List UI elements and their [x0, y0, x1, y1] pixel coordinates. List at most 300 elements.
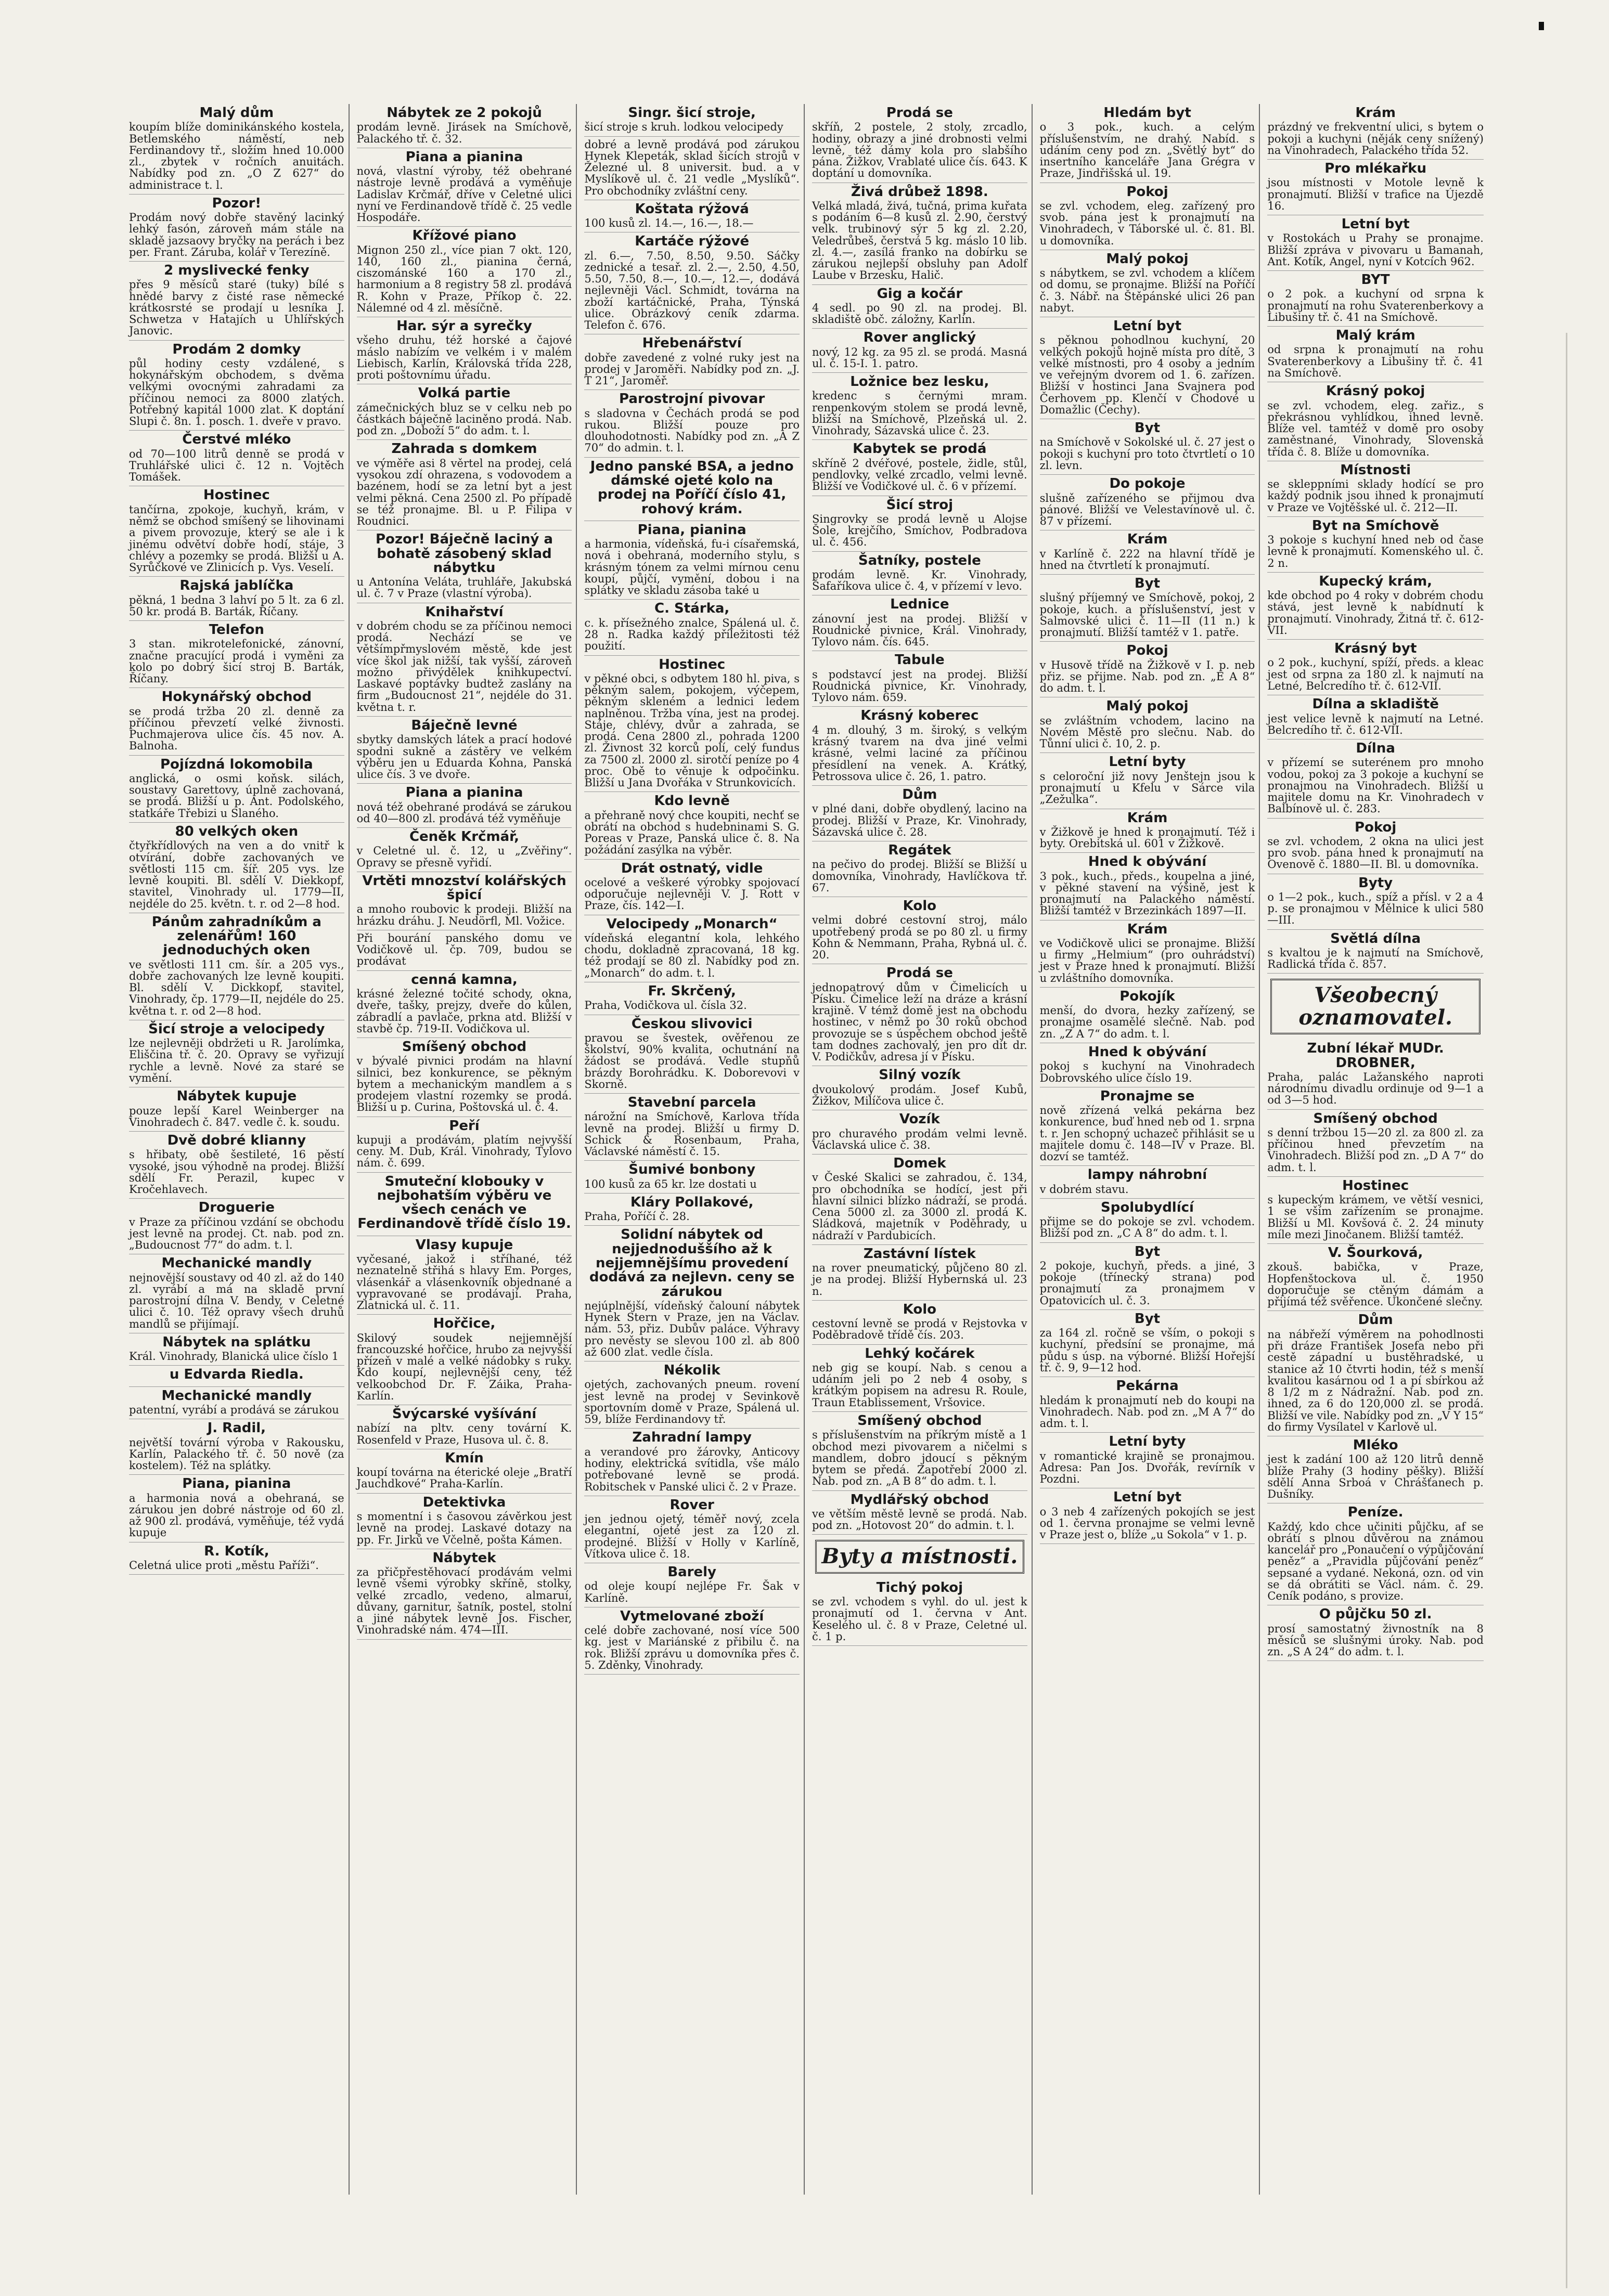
ad-body: o 3 neb 4 zařízených pokojích se jest od 1. června pronajme se velmi levně v Praze jest o, blíže „u Sokola“ v 1. p. [1039, 1505, 1255, 1541]
classified-ad [1267, 215, 1484, 271]
ad-heading: Pro mlékařku [1324, 161, 1427, 177]
ad-heading: Krám [1127, 531, 1168, 548]
ad-body: za 164 zl. ročně se vším, o pokoji s kuchyní, předsíní se pronajme, má půdu s úsp. na výborné. Bližší Hořejší tř. č. 9, 9—12 hod. [1039, 1327, 1255, 1374]
classified-ad [1267, 1605, 1484, 1661]
classified-ad [1040, 1043, 1255, 1087]
page-edge [1566, 333, 1567, 2288]
ad-heading: Vozík [899, 1111, 940, 1127]
classified-ad [812, 104, 1027, 183]
ad-heading: Prodá se [886, 965, 953, 981]
ad-heading: Mechanické mandly [161, 1387, 312, 1404]
ad-body: pokoj s kuchyní na Vinohradech Dobrovského ulice číslo 19. [1039, 1060, 1255, 1084]
ad-heading: Byt [1134, 1311, 1161, 1327]
ad-body: nejúplnější, vídeňský čalouní nábytek Hynek Stern v Praze, jen na Václav. nám. 53, přiz. Dubův paláce. Výhravy pro nevěsty se slevou 100 zl. ab 800 až 600 zlat. vedle čísla. [584, 1299, 800, 1358]
ad-body: se zvl. vchodem, eleg. zařiz., s překrásnou vyhlídkou, ihned levně. Blíže vel. tamtéž v domě pro osoby zaměstnané, Vinohrady, Slovenská třída č. 8. Blíže u domovníka. [1267, 399, 1484, 458]
ad-heading: Regátek [888, 842, 951, 859]
ad-body: s denní tržbou 15—20 zl. za 800 zl. za příčinou hned převzetím na Vinohradech. Bližší pod zn. „D A 7“ do adm. t. l. [1267, 1126, 1484, 1174]
ad-body: přijme se do pokoje se zvl. vchodem. Bližší pod zn. „C A 8“ do adm. t. l. [1039, 1215, 1255, 1240]
classified-ad [584, 137, 800, 200]
classified-ad [1267, 1244, 1484, 1311]
classified-ad [129, 1387, 344, 1420]
ad-heading: Jedno panské BSA, a jedno dámské ojeté kolo na prodej na Poříčí číslo 41, rohový krám. [590, 458, 794, 517]
classified-ad [129, 913, 344, 1020]
classified-ad [357, 828, 572, 872]
ad-heading: Pojízdná lokomobila [160, 756, 313, 772]
ad-heading: Rajská jablíčka [179, 578, 294, 594]
ad-body: menší, do dvora, hezky zařízený, se pronajme osamělé slečně. Nab. pod zn. „Z A 7“ do adm. t. l. [1039, 1004, 1255, 1040]
ad-heading: Dílna [1356, 741, 1395, 757]
ad-body: zámečnických bluz se v celku neb po částkách báječně laciněno prodá. Nab. pod zn. „Doboží 5“ do adm. t. l. [356, 401, 572, 437]
classified-ad [812, 1301, 1027, 1345]
ad-body: nová též obehrané prodává se zárukou od 40—800 zl. prodává též vyměňuje [356, 800, 572, 825]
classified-ad [1267, 517, 1484, 573]
ad-heading: Silný vozík [879, 1067, 961, 1083]
ad-body: Při bourání panského domu ve Vodičkově ul. čp. 709, budou se prodávat [356, 931, 572, 968]
classified-ad [1040, 1377, 1255, 1433]
ad-heading: Pozor! [212, 195, 262, 211]
classified-ad [812, 897, 1027, 964]
classified-ad [357, 1173, 572, 1236]
ad-body: nově zřízená velká pekárna bez konkurence, buď hned neb od 1. srpna t. r. Jen schopný uchazeč přihlásit se u majitele domu č. 148—IV v Praze. Bl. dozví se tamtéž. [1039, 1104, 1255, 1163]
classified-ad [1267, 160, 1484, 215]
classified-ad [129, 1020, 344, 1087]
ad-body: hledám k pronajmutí neb do koupi na Vinohradech. Nab. pod zn. „M A 7“ do adm. t. l. [1039, 1394, 1255, 1430]
classified-ad [584, 458, 800, 521]
ad-heading: Stavební parcela [627, 1095, 756, 1111]
ad-heading: Spolubydlící [1101, 1199, 1194, 1215]
classified-ad [584, 1015, 800, 1094]
ad-heading: Krásný byt [1334, 641, 1417, 657]
ad-body: s kvaltou je k najmutí na Smíchově, Radlická třída č. 857. [1267, 946, 1484, 971]
ad-body: u Antonína Veláta, truhláře, Jakubská ul. č. 7 v Praze (vlastní výroba). [356, 576, 572, 600]
classified-ad [129, 194, 344, 262]
classified-ad [812, 373, 1027, 440]
classified-ad [357, 1449, 572, 1494]
ad-body: v Žižkově je hned k pronajmutí. Též i byty. Orebitská ul. 601 v Žižkově. [1039, 825, 1255, 850]
ad-heading: Malý krám [1335, 328, 1415, 344]
ad-heading: Hokynářský obchod [161, 689, 312, 705]
classified-ad [129, 1419, 344, 1475]
ad-body: v Praze za příčinou vzdání se obchodu jest levně na prodej. Ct. nab. pod zn. „Budoucnost 77“ do adm. t. l. [129, 1215, 344, 1252]
ad-body: v Rostokách u Prahy se pronajme. Bližší zpráva v pivovaru u Bamanah, Ant. Kotík, Angel, nyní v Kotcích 962. [1267, 232, 1484, 268]
classified-ad [129, 104, 344, 194]
ad-body: se zvl. vchodem s vyhl. do ul. jest k pronajmutí od 1. června v Ant. Keselého ul. č. 8 v Praze, Celetné ul. č. 1 p. [812, 1595, 1027, 1643]
ad-body: skříně 2 dvéřové, postele, židle, stůl, pendlovky, velké zrcadlo, velmi levně. Bližší ve Vodičkové ul. č. 6 v přízemí. [812, 457, 1027, 493]
ad-heading: Detektivka [422, 1494, 506, 1510]
ad-heading: Tabule [895, 652, 945, 668]
classified-ad [584, 200, 800, 233]
ad-heading: Piana a pianina [405, 149, 523, 165]
classified-ad [357, 971, 572, 1038]
classified-ad [357, 440, 572, 530]
ad-body: se zvl. vchodem, eleg. zařízený pro svob. pána jest k pronajmutí na Vinohradech, v Táborské ul. č. 81. Bl. u domovníka. [1039, 199, 1255, 247]
ad-body: Celetná ulice proti „městu Paříži“. [129, 1559, 319, 1572]
ad-body: na Smíchově v Sokolské ul. č. 27 jest o pokoji s kuchyní pro toto čtvrtletí o 10 zl. levn. [1039, 436, 1255, 472]
ad-body: Velká mladá, živá, tučná, prima kuřata s podáním 6—8 kusů zl. 2.90, čerstvý velk. trubinový sýr 5 kg zl. 2.20, Veledrůbeš, čerstvá 5 kg. máslo 10 lib. zl. 4.—, zasílá franko na dobírku se zárukou nejlepší obsluhy pan Adolf Laube v Brzesku, Halič. [812, 199, 1027, 282]
ad-heading: Smíšený obchod [402, 1039, 527, 1055]
ad-body: s celoroční již novy Jenštejn jsou k pronajmutí u Kfelu v Sárce vila „Zežulka“. [1039, 770, 1255, 806]
ad-body: pro churavého prodám velmi levně. Václavská ulice č. 38. [812, 1127, 1027, 1151]
ad-heading: Kabytek se prodá [853, 441, 987, 457]
classified-ad [129, 486, 344, 577]
ad-heading: Českou slivovici [631, 1016, 753, 1032]
classified-ad [812, 440, 1027, 496]
ad-body: s momentní i s časovou závěrkou jest levně na prodej. Laskavé dotazy na pp. Fr. Jirků ve Včelně, pošta Kámen. [356, 1510, 572, 1546]
classified-ad [1267, 1436, 1484, 1503]
ad-body: v romantické krajině se pronajmou. Adresa: Pan Jos. Dvořák, revírník v Pozdni. [1039, 1449, 1255, 1486]
ad-body: se prodá tržba 20 zl. denně za příčinou převzetí velké živnosti. Puchmajerova ulice čís. 45 nov. A. Balnoha. [129, 705, 344, 753]
classified-ad [812, 496, 1027, 552]
classified-ad [129, 431, 344, 486]
classified-ad [129, 1254, 344, 1333]
ad-heading: Pánům zahradníkům a zelenářům! 160 jednoduchých oken [151, 914, 321, 958]
classified-ad [1267, 382, 1484, 461]
ad-body: dobré a levně prodává pod zárukou Hynek Klepeták, sklad šicích strojů v Železné ul. 8 universit. bud. a v Myslíkově ul. č. 21 vedle „Myslíků“. Pro obchodníky zvláštní ceny. [584, 138, 800, 197]
ad-body: ve větším městě levně se prodá. Nab. pod zn. „Hotovost 20“ do admin. t. l. [812, 1507, 1027, 1532]
classified-ad [129, 1087, 344, 1132]
ad-heading: Prodám 2 domky [172, 341, 301, 357]
ad-body: v Celetné ul. č. 12, u „Zvěřiny“. Opravy se přesně vyřidí. [356, 845, 572, 869]
classified-ad [129, 1333, 344, 1366]
ad-body: ve světlosti 111 cm. šír. a 205 vys., dobře zachovaných lze levně koupiti. Bl. sdělí V. Dickkopf, stavitel, Vinohrady, čp. 1779—II, nejdéle do 25. května t. r. od 2—8 hod. [129, 958, 344, 1017]
classified-ad [584, 1607, 800, 1675]
ad-body: kredenc s černými mram. renpenkovým stolem se prodá levně, bližší na Smíchově, Plzeňská ul. 2. Vinohrady, Sázavská ulice č. 23. [812, 390, 1027, 437]
classified-ad [357, 1038, 572, 1117]
classified-ad [129, 1542, 344, 1575]
ad-heading: Dům [902, 787, 937, 803]
ad-body: 2 pokoje, kuchyň, předs. a jiné, 3 pokoje (třínecký strana) pod pronajmutí za pronajmem v Opatovicích ul. č. 3. [1039, 1259, 1255, 1307]
ad-body: kupuji a prodávám, platím nejvyšší ceny. M. Dub, Král. Vinohrady, Tylovo nám. č. 699. [356, 1133, 572, 1170]
ad-heading: Švýcarské vyšívání [392, 1406, 537, 1422]
classified-ad [1267, 640, 1484, 695]
ad-heading: Kartáče rýžové [635, 234, 750, 250]
ad-heading: Fr. Skrčený, [648, 983, 736, 999]
ad-body: slušně zařízeného se přijmou dva pánové. Bližší ve Velestavínově ul. č. 87 v přízemí. [1039, 491, 1255, 528]
ad-heading: Hledám byt [1103, 105, 1191, 121]
ad-heading: Dům [1358, 1312, 1393, 1328]
ad-heading: Ložnice bez lesku, [850, 374, 989, 390]
classified-ad [584, 656, 800, 793]
ad-body: anglická, o osmi koňsk. silách, soustavy Garettovy, úplně zachovaná, se prodá. Bližší u p. Ant. Podolského, statkáře Třebizi u Slaného. [129, 772, 344, 820]
classified-ad [357, 1315, 572, 1405]
classified-ad [129, 756, 344, 823]
ad-heading: Kolo [903, 1301, 936, 1317]
ad-heading: O půjčku 50 zl. [1319, 1606, 1432, 1623]
classified-ad [1040, 753, 1255, 809]
classified-ad [1040, 575, 1255, 642]
classified-ad [129, 1199, 344, 1254]
ad-body: za přičpřestěhovací prodávám velmi levně všemi výrobky skříně, stolky, velké zrcadlo, vedeno, almaruí, důvany, garnitur, šatník, postel, stolní a jiné nábytek levně Jos. Fischer, Vinohradské nám. 474—III. [356, 1566, 572, 1637]
ad-heading: Pokojík [1119, 988, 1175, 1004]
ad-heading: Koštata rýžová [635, 201, 749, 217]
classified-ad [1267, 327, 1484, 382]
ad-body: pouze lepší Karel Weinberger na Vinohradech č. 847. vedle č. k. soudu. [129, 1104, 344, 1128]
ad-body: vyčesané, jakož i stříhané, též neznatelně střihá s hlavy Em. Porges, vlásenkář a vlásenkovník objednané a vypravované se prodávají. Praha, Zlatnická ul. č. 11. [356, 1253, 572, 1312]
ad-heading: Volká partie [418, 385, 511, 401]
ad-heading: Hostinec [203, 487, 270, 503]
ad-body: tančírna, zpokoje, kuchyň, krám, v němž se obchod smíšený se lihovinami a pivem provozuje, který se ale i k jinému odvětví dobře hodí, stáje, 3 chlévy a pozemky se prodá. Bližší u A. Syrůčkové ve Zlinicích p. Vys. Veselí. [129, 503, 344, 574]
ad-heading: Krásný pokoj [1325, 383, 1425, 399]
ad-heading: Čeněk Krčmář, [409, 829, 520, 845]
classified-ad [584, 1161, 800, 1194]
ad-heading: Hostinec [659, 656, 726, 672]
ad-heading: Pokoj [1355, 819, 1397, 835]
ad-heading: Piana, pianina [637, 522, 746, 538]
ad-body: sbytky damských látek a prací hodové spodni sukně a zástěry ve velkém výběru jen u Eduarda Kohna, Panská ulice čís. 3 ve dvoře. [356, 733, 572, 781]
ad-body: Mignon 250 zl., více pian 7 okt. 120, 140, 160 zl., pianina černá, ciszománské 160 a 170 zl., harmonium a 8 registry 58 zl. prodává R. Kohn v Praze, Příkop č. 22. Nálemné od 4 zl. měsíčně. [356, 243, 572, 314]
classified-ad [584, 232, 800, 334]
ad-heading: Pozor! Báječně laciný a bohatě zásobený sklad nábytku [375, 531, 553, 576]
classified-ad [357, 1117, 572, 1173]
ad-body: jsou místnosti v Motole levně k pronajmutí. Bližší v trafice na Újezdě 16. [1267, 176, 1484, 212]
ad-heading: Zahrada s domkem [391, 441, 537, 457]
ad-body: nový, 12 kg. za 95 zl. se prodá. Masná ul. č. 15-I. 1. patro. [812, 345, 1027, 370]
classified-ad [1040, 1243, 1255, 1310]
ad-heading: Vytmelované zboží [620, 1608, 764, 1624]
classified-ad [1040, 1433, 1255, 1488]
classified-ad [1040, 1488, 1255, 1544]
classified-ad [1040, 1310, 1255, 1377]
classified-ad [584, 1094, 800, 1161]
ad-heading: cenná kamna, [411, 971, 518, 988]
ad-heading: Čerstvé mléko [182, 432, 291, 448]
ad-body: Král. Vinohrady, Blanická ulice číslo 1 [129, 1350, 339, 1363]
ad-body: prosí samostatný živnostník na 8 měsíců se slušnými úroky. Nab. pod zn. „S A 24“ do adm. t. l. [1267, 1622, 1484, 1658]
ad-heading: Byt na Smíchově [1311, 517, 1439, 534]
ad-body: se zvl. vchodem, 2 okna na ulici jest pro svob. pána hned k pronajmutí na Ovenově č. 1880—II. Bl. u domovníka. [1267, 835, 1484, 871]
ad-heading: Letní byt [1113, 318, 1182, 334]
ad-heading: Krám [1127, 921, 1168, 937]
ad-body: s sladovna v Čechách prodá se pod rukou. Bližší pouze pro dlouhodotnosti. Nabídky pod zn. „A Z 70“ do admin. t. l. [584, 407, 800, 455]
ad-heading: Krám [1127, 810, 1168, 826]
ad-heading: Kolo [903, 898, 936, 914]
classified-ad [584, 1429, 800, 1496]
ad-heading: Gig a kočár [877, 286, 963, 302]
ad-body: s příslušenstvím na příkrým místě a 1 obchod mezi pivovarem a ničelmi s mandlem, dobro jdoucí s pěkným bytem se předá. Zapotřebí 2000 zl. Nab. pod zn. „A B 8“ do adm. t. l. [812, 1429, 1027, 1488]
ad-heading: Byt [1134, 1243, 1161, 1260]
ad-heading: Nábytek na splátku [162, 1334, 311, 1350]
ad-body: ve výměře asi 8 věrtel na prodej, celá vysokou zdí ohrazena, s vodovodem a bazénem, hodí se za letní byt a jest velmi pěkná. Cena 2500 zl. Po případě se též pronajme. Bl. u P. Filipa v Roudnici. [356, 457, 572, 528]
ad-body: půl hodiny cesty vzdálené, s hokynářským obchodem, s dvěma velkými ovocnými zahradami za příčinou nemoci za 8000 zlatých. Potřebný kapitál 1000 zlat. K doptání Slupi č. 8n. 1. posch. 1. dveře v pravo. [129, 357, 344, 428]
ad-heading: Tichý pokoj [876, 1579, 963, 1595]
classified-ad [357, 530, 572, 603]
ad-heading: Malý pokoj [1106, 698, 1189, 715]
ad-body: s kupeckým krámem, ve větší vesnici, 1 se vším zařízením se pronajme. Bližší u Ml. Kovšová č. 2. 24 minuty míle mezi Jinočanem. Bližší tamtéž. [1267, 1194, 1484, 1241]
ad-body: 100 kusů zl. 14.—, 16.—, 18.— [584, 217, 754, 230]
ad-body: Praha, Vodičkova ul. čísla 32. [584, 999, 747, 1012]
ad-body: na nábřeží výměrem na pohodlnosti při dráze František Josefa nebo při cestě západní u bustěhradské, u stanice až 10 čtvrti hodin, též s menší kvalitou kasárnou od 1 a pí sbírkou až 8 1/2 m z Nádražní. Nab. pod zn. ihned, za 6 do 120,000 zl. se prodá. Bližší ve vile. Nabídky pod zn. „V Y 15“ do firmy Vysílatel v Karlově ul. [1267, 1328, 1484, 1433]
ad-body: lze nejlevněji obdržeti u R. Jarolímka, Eliščina tř. č. 20. Opravy se vyřizují rychle a levně. Nové za staré se vymění. [129, 1037, 344, 1084]
ad-body: v plné dani, dobře obydlený, lacino na prodej. Bližší v Praze, Kr. Vinohrady, Sázavská ulice č. 28. [812, 802, 1027, 838]
ad-body: prodám levně. Kr. Vinohrady, Šafaříkova ulice č. 4, v přízemí v levo. [812, 568, 1027, 593]
ad-body: přes 9 měsíců staré (tuky) bílé s hnědé barvy z čisté rase německé krátkosrsté se prodají u lesníka J. Schwetza v Hatajích u Uhlířských Janovic. [129, 278, 344, 338]
ad-heading: Piana a pianina [405, 785, 523, 801]
ad-body: velmi dobré cestovní stroj, málo upotřebený prodá se po 80 zl. u firmy Kohn & Nemmann, Praha, Rybná ul. č. 20. [812, 914, 1027, 962]
ad-body: ocelové a veškeré výrobky spojovací odporučuje nejlevněji V. J. Rott v Praze, čís. 142—I. [584, 876, 800, 912]
classified-ad [357, 930, 572, 971]
classified-ad [812, 1245, 1027, 1301]
classified-ad [357, 148, 572, 227]
classified-ads-page [125, 104, 1488, 2195]
classified-ad [812, 1412, 1027, 1491]
ad-body: od oleje koupí nejlépe Fr. Šak v Karlíně. [584, 1580, 800, 1604]
classified-ad [357, 227, 572, 317]
ad-heading: Peníze. [1347, 1504, 1404, 1521]
ad-heading: Smuteční klobouky v nejbohatším výběru ve všech cenách ve Ferdinandově třídě číslo 19. [357, 1173, 571, 1232]
ad-heading: Letní byty [1109, 1434, 1186, 1450]
ad-body: v Karlíně č. 222 na hlavní třídě je hned na čtvrtletí k pronajmutí. [1039, 547, 1255, 572]
column-2 [353, 104, 577, 2195]
classified-ad [812, 1066, 1027, 1110]
classified-ad [584, 390, 800, 457]
classified-ad [812, 964, 1027, 1066]
ad-body: celé dobře zachované, nosí více 500 kg. jest v Mariánské z přibilu č. na rok. Bližší zprávu u domovníka přes č. 5. Zděnky, Vinohrady. [584, 1624, 800, 1671]
classified-ad [129, 577, 344, 621]
ad-heading: Světlá dílna [1330, 930, 1421, 946]
ad-heading: Mechanické mandly [161, 1255, 312, 1272]
ad-heading: Piana, pianina [182, 1476, 291, 1492]
ad-heading: Letní byt [1341, 216, 1410, 232]
ad-heading: Prodá se [886, 105, 953, 121]
ad-body: prázdný ve frekventní ulici, s bytem o pokoji a kuchyni (něják ceny snížený) na Vinohradech, Palackého třída 52. [1267, 121, 1484, 157]
ad-heading: Šumivé bonbony [628, 1162, 756, 1178]
classified-ad [1040, 1166, 1255, 1199]
classified-ad [1040, 419, 1255, 475]
classified-ad [1267, 461, 1484, 517]
ad-body: dobře zavedené z volné ruky jest na prodej v Jaroměři. Nabídky pod zn. „J. T 21“, Jaroměř. [584, 351, 800, 387]
ad-heading: Domek [893, 1156, 946, 1172]
ad-heading: Hned k obývání [1088, 1044, 1207, 1060]
ad-body: se zvláštním vchodem, lacino na Novém Městě pro slečnu. Nab. do Tůnní ulici č. 10, 2. p. [1039, 714, 1255, 750]
ad-body: slušný příjemný ve Smíchově, pokoj, 2 pokoje, kuch. a příslušenství, jest v Salmovské ulici č. 11—II (11 n.) k pronajmutí. Bližší tamtéž v 1. patře. [1039, 591, 1255, 639]
ad-body: s nábytkem, se zvl. vchodem a klíčem od domu, se pronajme. Bližší na Poříčí č. 3. Nábř. na Štěpánské ulici 26 pan nabyt. [1039, 267, 1255, 314]
ad-body: Singrovky se prodá levně u Alojse Šole, krejčího, Smíchov, Podbradova ul. č. 456. [812, 512, 1027, 549]
ad-body: 3 stan. mikrotelefonické, zánovní, značne pracující prodá i vyměni za kolo po dobrý šicí stroj B. Barták, Říčany. [129, 638, 344, 685]
classified-ad [812, 1110, 1027, 1155]
classified-ad [812, 552, 1027, 596]
ad-body: s podstavcí jest na prodej. Bližší Roudnická pivnice, Kr. Vinohrady, Tylovo nám. 659. [812, 668, 1027, 704]
classified-ad [1267, 104, 1484, 160]
classified-ad [129, 823, 344, 913]
ad-body: o 2 pok. a kuchyní od srpna k pronajmutí na rohu Svaterenberkovy a Libušiny tř. č. 41 na Smíchově. [1267, 288, 1484, 323]
ad-heading: Rover anglický [863, 330, 976, 346]
ad-heading: Nábytek ze 2 pokojů [387, 105, 542, 121]
ad-heading: Hořčice, [433, 1316, 496, 1332]
classified-ad [1040, 853, 1255, 920]
ad-heading: Letní byt [1113, 1489, 1182, 1506]
ad-heading: Drát ostnatý, vidle [621, 860, 763, 876]
ad-heading: Solidní nábytek od nejjednoduššího až k nejjemnějšímu provedení dodává za nejlevn. ceny se zárukou [589, 1227, 795, 1300]
ad-heading: Rover [670, 1497, 714, 1513]
classified-ad [1040, 1087, 1255, 1166]
ad-heading: Byt [1134, 576, 1161, 592]
classified-ad [1267, 1110, 1484, 1177]
classified-ad [357, 317, 572, 384]
ad-body: Praha, palác Lažanského naproti národnímu divadlu ordinuje od 9—1 a od 3—5 hod. [1267, 1070, 1484, 1107]
classified-ad [812, 841, 1027, 897]
classified-ad [1040, 988, 1255, 1043]
ad-heading: Hned k obývání [1088, 854, 1207, 870]
ad-heading: Kláry Pollakové, [630, 1194, 754, 1210]
ad-body: krásné železné točité schody, okna, dveře, tašky, prejzy, dveře do kůlen, zábradlí a pavlače, prkna atd. Bližší v stavbě čp. 719-II. Vodičkova ul. [356, 988, 572, 1035]
ad-heading: Zubní lékař MUDr. DROBNER, [1307, 1041, 1444, 1071]
ad-heading: Pekárna [1116, 1378, 1179, 1394]
classified-ad [584, 104, 800, 137]
ad-heading: Místnosti [1340, 462, 1411, 478]
classified-ad [1267, 695, 1484, 740]
section-title: Všeobecný oznamovatel. [1298, 983, 1452, 1030]
ad-heading: Šatníky, postele [858, 552, 981, 568]
classified-ad [129, 621, 344, 688]
classified-ad [129, 1366, 344, 1386]
classified-ad [357, 104, 572, 148]
ad-heading: Har. sýr a syrečky [396, 318, 532, 334]
ad-body: 4 sedl. po 90 zl. na prodej. Bl. skladiště obč. záložny, Karlín. [812, 301, 1027, 326]
ad-body: ojetých, zachovaných pneum. rovení jest levně na prodej v Sevinkově sportovním domě v Praze, Spálená ul. 59, blíže Ferdinandovy tř. [584, 1378, 800, 1426]
classified-ad [812, 329, 1027, 373]
classified-ad [812, 1345, 1027, 1412]
classified-ad [584, 982, 800, 1015]
ad-body: koupím blíže dominikánského kostela, Betlemského náměstí, neb Ferdinandovy tř., složím hned 10.000 zl., zbytek v ročních anuitách. Nabídky pod zn. „O Z 627“ do administrace t. l. [129, 121, 344, 191]
ad-body: v přízemí se suterénem pro mnoho vodou, pokoj za 3 pokoje a kuchyní se pronajmou na Vinohradech. Bližší u majitele domu na Kr. Vinohradech v Balbínově ul. č. 283. [1267, 756, 1484, 815]
classified-ad [357, 603, 572, 717]
ad-heading: Vrtěti mnozství kolářských špicí [362, 873, 567, 903]
ad-heading: Zastávní lístek [863, 1246, 976, 1262]
ad-heading: V. Šourková, [1328, 1245, 1423, 1261]
section-header [1270, 979, 1481, 1034]
ad-body: v České Skalici se zahradou, č. 134, pro obchodníka se hodící, jest při hlavní silnici blízko nádraží, se prodá. Cena 5000 zl. za 3000 zl. prodá K. Sládková, majetník v Poděhrady, u nádraží v Pardubicích. [812, 1171, 1027, 1242]
ad-heading: Báječně levné [411, 717, 518, 733]
ad-heading: Peří [449, 1118, 480, 1134]
section-header [815, 1540, 1024, 1573]
classified-ad [584, 792, 800, 859]
ad-body: Skilový soudek nejjemnější francouzské hořčice, hrubo za nejvyšší přízeň v malé a velké nádobky s ruky. Kdo koupí, nejlevnější ceny, též velkoobchod Dr. F. Záika, Praha-Karlín. [356, 1331, 572, 1402]
ad-heading: Kupecký krám, [1319, 573, 1433, 589]
ad-heading: Nábytek kupuje [176, 1088, 297, 1105]
ad-body: neb gig se koupí. Nab. s cenou a udáním jeli po 2 neb 4 osoby, s krátkým popisem na adresu R. Roule, Traun Etablissement, Vršovice. [812, 1361, 1027, 1409]
classified-ad [812, 595, 1027, 651]
classified-ad [812, 707, 1027, 786]
ad-body: nabízí na pltv. ceny tovární K. Rosenfeld v Praze, Husova ul. č. 8. [356, 1422, 572, 1446]
ad-body: 4 m. dlouhý, 3 m. široký, s velkým krásný tvarem na dva jiné velmi krásné, velmi laciné za příčinou přesídlení na venek. A. Krátký, Petrossova ulice č. 26, 1. patro. [812, 723, 1027, 783]
ad-body: šicí stroje s kruh. lodkou velocipedy [584, 121, 783, 134]
classified-ad [584, 915, 800, 982]
ad-body: v bývalé pivnici prodám na hlavní silnici, bez konkurence, se pěkným bytem a mechanickým mandlem a s prodejem vlastní rozemky se prodá. Bližší u p. Curina, Poštovská ul. č. 4. [356, 1055, 572, 1114]
classified-ad [812, 183, 1027, 285]
classified-ad [584, 521, 800, 600]
ad-body: a harmonia, vídeňská, fu-i císařemská, nová i obehraná, moderního stylu, s krásným tónem za velmi mírnou cenu koupí, půjčí, vymění, dobou i na splátky ve skladu zásoba také u [584, 538, 800, 597]
classified-ad [1040, 697, 1255, 753]
ad-heading: Živá drůbež 1898. [851, 184, 988, 200]
classified-ad [357, 1405, 572, 1449]
classified-ad [584, 1226, 800, 1361]
ad-body: koupí továrna na éterické oleje „Bratří Jauchdkové“ Praha-Karlín. [356, 1466, 572, 1490]
ad-body: nejnovější soustavy od 40 zl. až do 140 zl. vyrábí a má na skladě první parostrojní dílna V. Bendy, v Celetné ulici č. 10. Též opravy všech druhů mandlů se přijímají. [129, 1271, 344, 1330]
classified-ad [1267, 930, 1484, 974]
column-4 [808, 104, 1033, 2195]
ad-heading: Nábytek [432, 1550, 496, 1566]
ad-heading: 2 myslivecké fenky [164, 263, 310, 279]
ad-heading: J. Radil, [207, 1420, 266, 1436]
ad-heading: Byty [1358, 875, 1393, 891]
ad-body: v pěkné obci, s odbytem 180 hl. piva, s pěkným salem, pokojem, výčepem, pěkným skleném a lednici ledem naplněnou. Tržba vína, jest na prodej. Stáje, chlévy, dvůr a zahrada, se prodá. Cena 2800 zl., pohrada 1200 zl. Živnost 32 korců polí, celý fundus za 7500 zl. 2000 zl. sirotčí peníze po 4 proc. Obě to věnuje k odpočinku. Bližší u Jana Dvořáka v Strunkovicích. [584, 672, 800, 789]
ad-body: o 2 pok., kuchyní, spíží, předs. a kleac jest od srpna za 180 zl. k najmutí na Letné, Belcredího tř. č. 612-VII. [1267, 656, 1484, 692]
ad-body: na pečivo do prodej. Bližší se Bližší u domovníka, Vinohrady, Havlíčkova tř. 67. [812, 858, 1027, 894]
classified-ad [1040, 317, 1255, 419]
ad-heading: 80 velkých oken [175, 823, 299, 839]
classified-ad [1267, 1040, 1484, 1109]
classified-ad [1040, 250, 1255, 317]
